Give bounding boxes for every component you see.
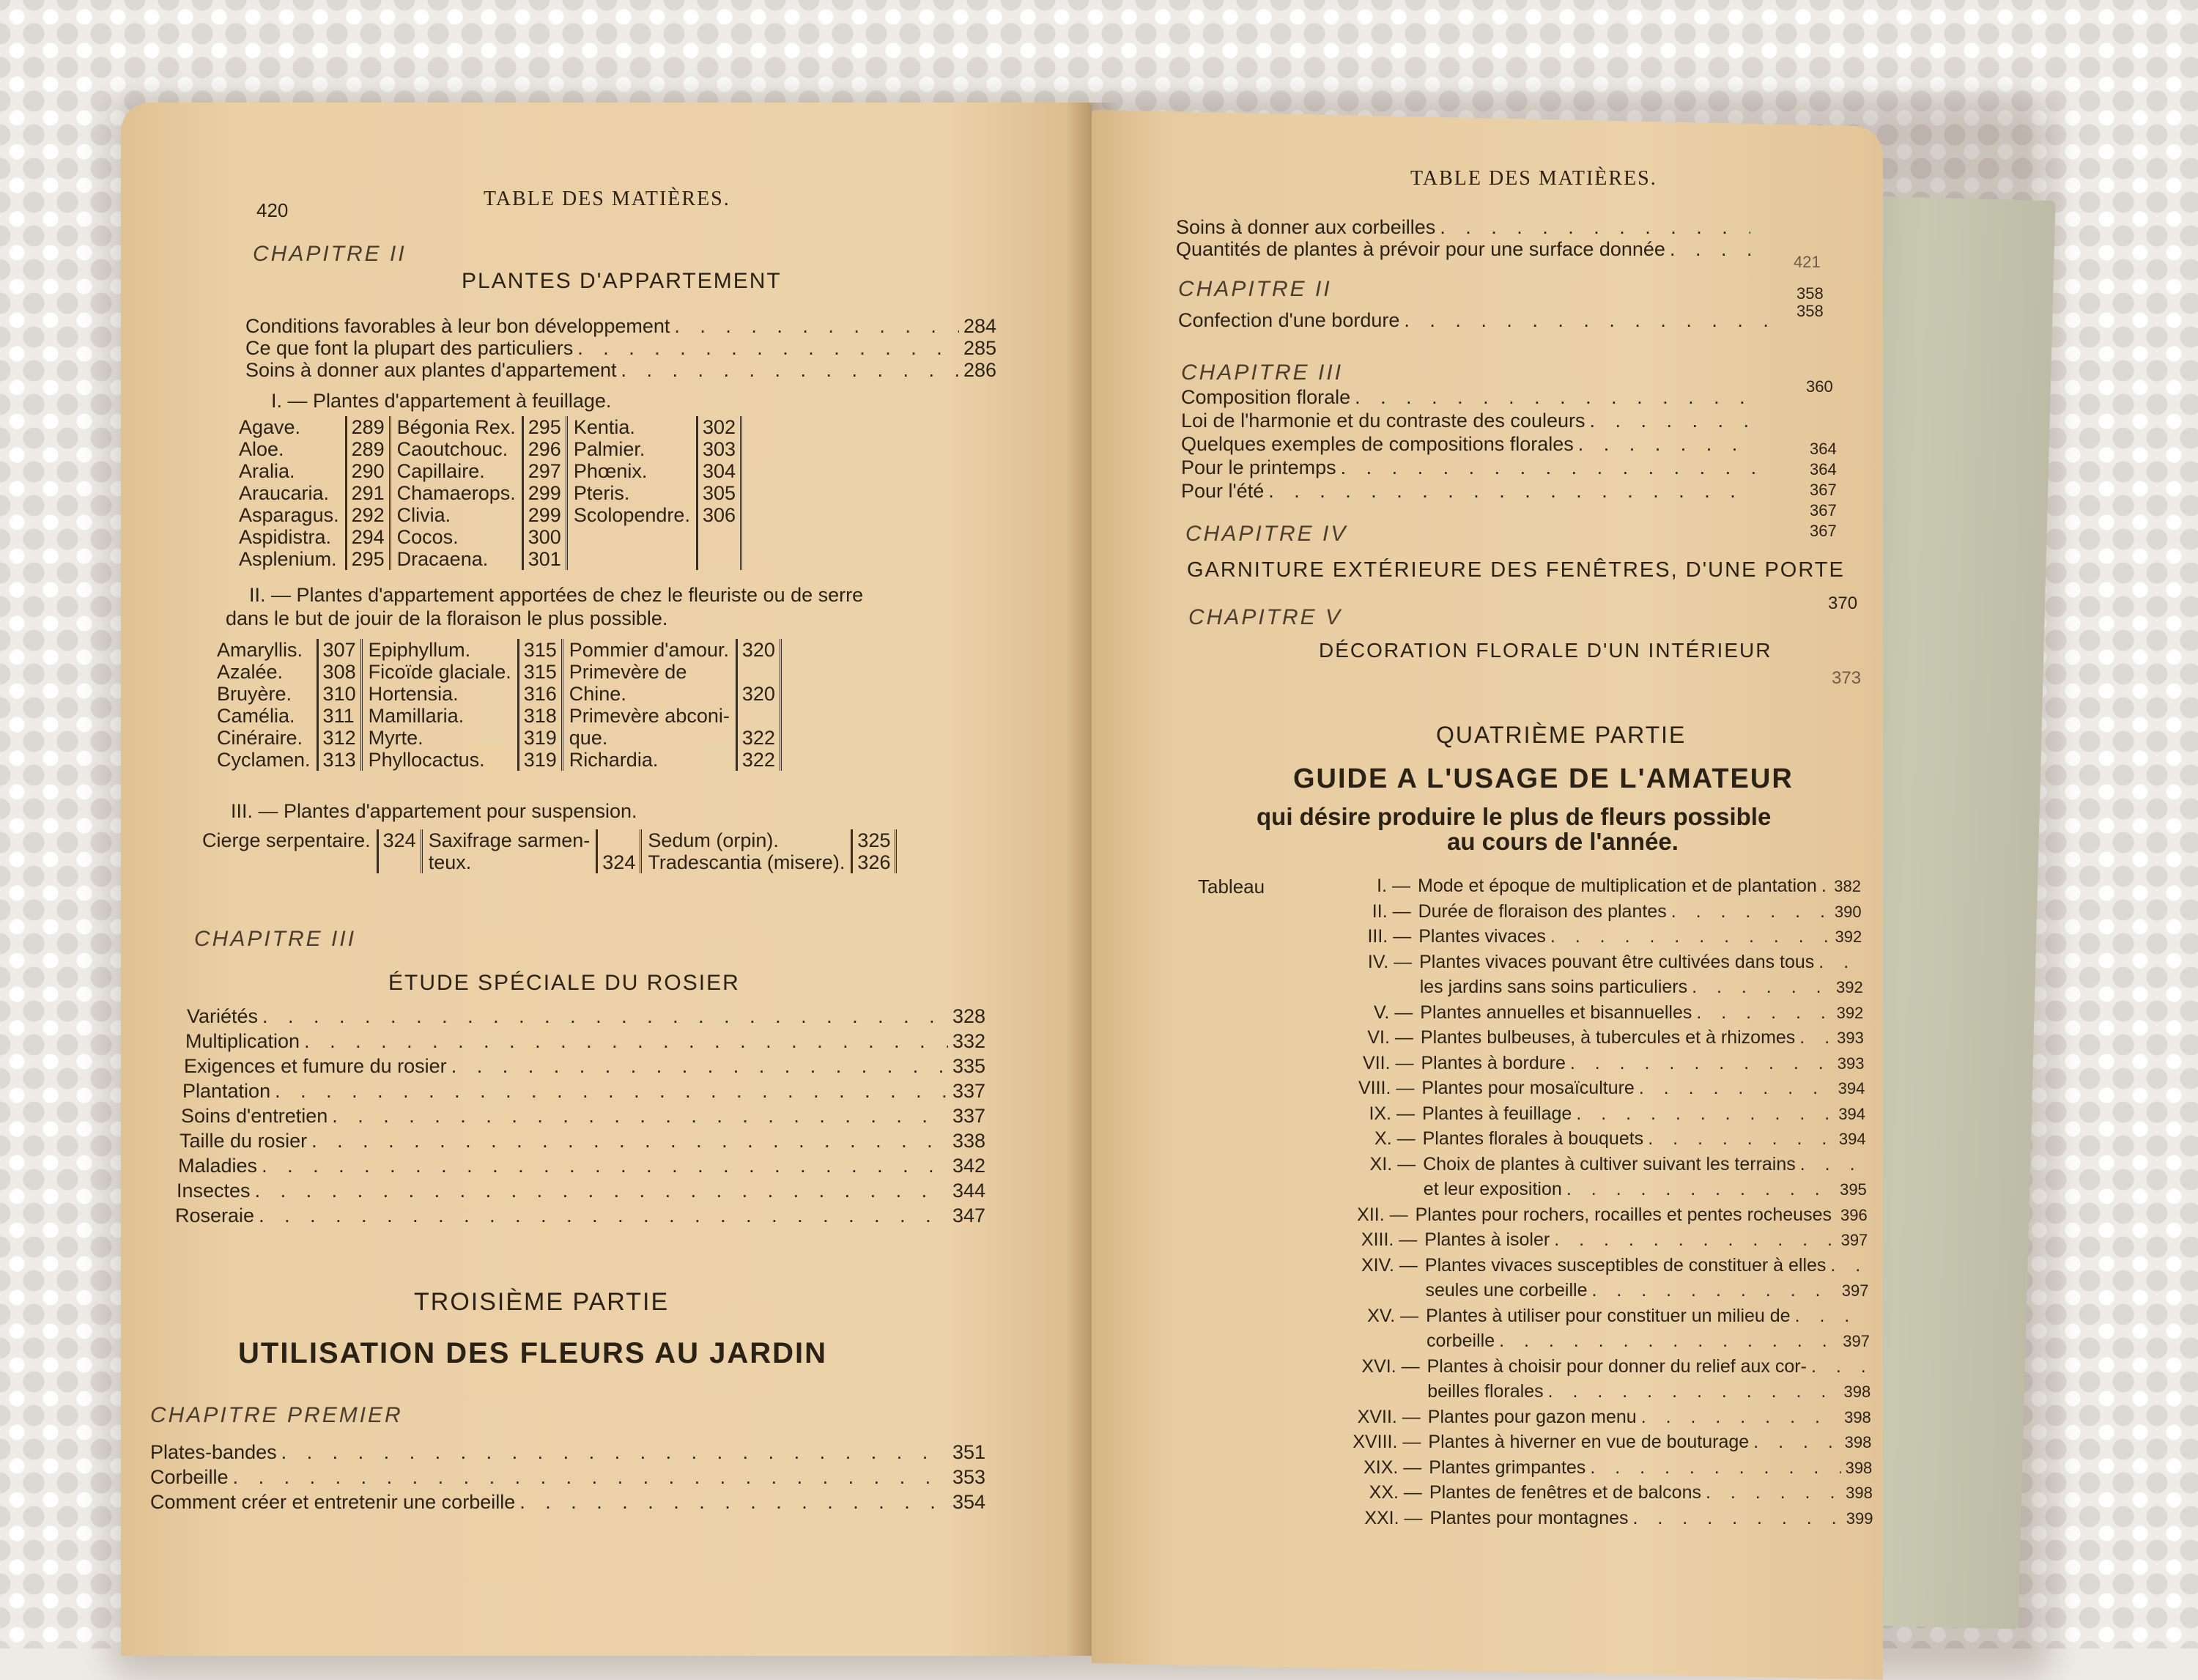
plant-table-row xyxy=(233,460,741,482)
plant-name: Phyllocactus. xyxy=(368,749,485,771)
plant-name: Palmier. xyxy=(573,438,645,460)
tableau-number: XVII. — xyxy=(1357,1406,1421,1427)
plant-name: Primevère de xyxy=(569,661,687,683)
tableau-number: XX. — xyxy=(1369,1482,1422,1503)
plant-page: 320 xyxy=(736,683,780,705)
tableau-label-text: Choix de plantes à cultiver suivant les terrains xyxy=(1423,1153,1796,1174)
toc-entry-page: 364 xyxy=(1810,460,1837,478)
plant-table-row xyxy=(211,749,780,771)
tableau-page: 392 xyxy=(1835,928,1862,946)
tableau-entry xyxy=(1311,1455,1872,1481)
tableau-page: 395 xyxy=(1840,1180,1867,1199)
toc-entry-page: 342 xyxy=(952,1155,985,1177)
part-4-subtitle-line1: qui désire produire le plus de fleurs possible xyxy=(1257,803,1772,830)
tableau-number: XIX. — xyxy=(1363,1457,1422,1478)
plant-name: Amaryllis. xyxy=(217,639,303,661)
right-chapter-4-label: CHAPITRE IV xyxy=(1185,522,1348,546)
toc-entry xyxy=(150,1440,985,1465)
plant-page: 299 xyxy=(522,482,566,504)
tableau-entry xyxy=(1308,1253,1868,1278)
tableau-page: 398 xyxy=(1843,1383,1871,1401)
toc-entry-page: 367 xyxy=(1810,501,1837,519)
toc-entry xyxy=(187,1004,985,1029)
plant-page: 319 xyxy=(518,749,562,771)
tableau-label-text: seules une corbeille xyxy=(1425,1280,1588,1300)
plant-name: Phœnix. xyxy=(573,460,648,482)
plant-page: 322 xyxy=(736,749,780,771)
toc-entry xyxy=(181,1103,985,1128)
tableau-page: 398 xyxy=(1845,1458,1873,1477)
toc-entry xyxy=(1181,478,1760,503)
toc-entry xyxy=(182,1078,985,1103)
toc-entry xyxy=(1181,455,1760,480)
plant-page: 294 xyxy=(346,526,390,548)
plant-name: Bégonia Rex. xyxy=(396,416,516,438)
right-chapter-2-label: CHAPITRE II xyxy=(1178,277,1332,301)
tableau-entry xyxy=(1312,1480,1873,1506)
tableau-label-text: Plantes à feuillage xyxy=(1422,1103,1572,1124)
tableau-entry xyxy=(1304,1076,1865,1101)
toc-entry-label: Quelques exemples de compositions florales xyxy=(1181,433,1574,455)
plant-name: Epiphyllum. xyxy=(368,639,471,661)
tableau-entry xyxy=(1311,1429,1871,1455)
plant-name: teux. xyxy=(428,851,472,873)
plant-name: Chamaerops. xyxy=(396,482,516,504)
tableau-entry xyxy=(1300,873,1861,899)
tableau-entry xyxy=(1310,1379,1870,1405)
left-page-number: 420 xyxy=(256,199,289,221)
toc-entry-label: Comment créer et entretenir une corbeille xyxy=(150,1491,516,1513)
toc-entry xyxy=(184,1054,985,1078)
plant-page: 318 xyxy=(518,705,562,727)
toc-entry-page: 286 xyxy=(963,359,996,381)
tableau-label-text: Plantes vivaces xyxy=(1418,926,1546,947)
tableau-entry xyxy=(1309,1328,1870,1354)
plant-name: Tradescantia (misere). xyxy=(648,851,845,873)
tableau-label-text: Plantes de fenêtres et de balcons xyxy=(1429,1482,1701,1503)
toc-entry-page: 358 xyxy=(1796,284,1824,303)
tableau-number: XVIII. — xyxy=(1353,1432,1421,1452)
plant-table-1 xyxy=(233,416,742,570)
tableau-entry xyxy=(1307,1227,1868,1253)
tableau-label-text: les jardins sans soins particuliers xyxy=(1419,977,1688,997)
plant-page: 302 xyxy=(697,416,741,438)
tableau-label-text: Plantes pour montagnes xyxy=(1429,1507,1629,1528)
plant-group-2-title-line2: dans le but de jouir de la floraison le plus possible. xyxy=(226,607,668,629)
plant-name: Chine. xyxy=(569,683,626,705)
plant-page: 301 xyxy=(522,548,566,570)
plant-page: 320 xyxy=(736,639,780,661)
left-chapter-3-label: CHAPITRE III xyxy=(194,927,357,951)
toc-entry-label: Loi de l'harmonie et du contraste des couleurs xyxy=(1181,410,1585,432)
plant-page: 304 xyxy=(697,460,741,482)
tableau-label-text: Plantes vivaces susceptibles de constituer à elles xyxy=(1424,1254,1827,1276)
plant-name xyxy=(196,851,377,873)
toc-entry xyxy=(1181,432,1760,456)
tableau-page: 393 xyxy=(1837,1029,1864,1047)
tableau-entry xyxy=(1310,1354,1870,1379)
toc-entry-page: 338 xyxy=(952,1130,985,1152)
tableau-number: V. — xyxy=(1374,1002,1413,1023)
toc-entry-page: 347 xyxy=(952,1205,985,1226)
toc-entry-label: Composition florale xyxy=(1181,386,1351,408)
toc-entry xyxy=(1176,215,1755,240)
plant-name: Aloe. xyxy=(239,438,284,460)
part-3-label: TROISIÈME PARTIE xyxy=(414,1288,670,1316)
left-chapter-2-title: PLANTES D'APPARTEMENT xyxy=(462,269,782,293)
tableau-entry xyxy=(1309,1278,1869,1303)
plant-page: 324 xyxy=(377,829,421,851)
plant-page: 305 xyxy=(697,482,741,504)
tableau-label-text: corbeille xyxy=(1427,1331,1495,1351)
tableau-page: 394 xyxy=(1838,1079,1865,1098)
toc-entry xyxy=(185,1029,985,1054)
tableau-label-text: Plantes à bordure xyxy=(1421,1052,1566,1073)
tableau-label-text: Plantes pour gazon menu xyxy=(1427,1406,1637,1427)
toc-entry-label: Variétés xyxy=(187,1005,259,1027)
plant-page xyxy=(736,705,780,727)
toc-entry-label: Pour le printemps xyxy=(1181,456,1336,478)
tableau-page: 394 xyxy=(1838,1104,1865,1123)
plant-name: Asplenium. xyxy=(239,548,337,570)
tableau-label-text: Durée de floraison des plantes xyxy=(1418,900,1667,922)
toc-entry-page: 353 xyxy=(952,1466,985,1488)
tableau-label-text: Plantes à choisir pour donner du relief aux cor- xyxy=(1427,1355,1807,1377)
tableau-page: 394 xyxy=(1838,1130,1866,1148)
tableau-page: 398 xyxy=(1844,1407,1871,1426)
toc-entry-label: Conditions favorables à leur bon développement xyxy=(245,315,670,337)
right-page-number: 421 xyxy=(1794,253,1821,271)
plant-page: 312 xyxy=(317,727,361,749)
toc-entry-label: Multiplication xyxy=(185,1030,300,1052)
plant-page: 310 xyxy=(317,683,361,705)
plant-page xyxy=(697,548,741,570)
plant-page: 291 xyxy=(346,482,390,504)
tableau-number: VII. — xyxy=(1363,1052,1414,1073)
left-chapter-2-label: CHAPITRE II xyxy=(253,242,407,266)
tableau-page: 397 xyxy=(1843,1332,1870,1350)
plant-name: que. xyxy=(569,727,608,749)
right-chapter-5-page: 373 xyxy=(1832,668,1862,688)
plant-page xyxy=(597,829,641,851)
plant-page xyxy=(736,661,780,683)
part-4-subtitle-line2: au cours de l'année. xyxy=(1447,828,1679,855)
part-3-chapter-label: CHAPITRE PREMIER xyxy=(150,1403,403,1427)
plant-page xyxy=(697,526,741,548)
tableau-number: XV. — xyxy=(1367,1305,1419,1326)
tableau-page: 382 xyxy=(1834,877,1861,895)
tableau-label-text: et leur exposition xyxy=(1423,1179,1562,1199)
tableau-page: 392 xyxy=(1835,978,1863,996)
plant-page: 316 xyxy=(518,683,562,705)
plant-name: Hortensia. xyxy=(368,683,459,705)
plant-table-3 xyxy=(196,829,897,873)
plant-table-row xyxy=(196,851,896,873)
part-4-label: QUATRIÈME PARTIE xyxy=(1436,722,1687,748)
plant-table-row xyxy=(211,661,780,683)
tableau-number: IV. — xyxy=(1367,951,1413,972)
toc-entry xyxy=(177,1178,985,1203)
tableau-label-text: Plantes pour rochers, rocailles et pentes rocheuses xyxy=(1415,1204,1832,1225)
tableau-entry xyxy=(1307,1202,1868,1228)
plant-table-row xyxy=(233,526,741,548)
right-chapter-4-title: GARNITURE EXTÉRIEURE DES FENÊTRES, D'UNE PORTE xyxy=(1187,558,1845,582)
plant-table-row xyxy=(233,504,741,526)
plant-name: Pteris. xyxy=(573,482,630,504)
tableau-entry xyxy=(1303,1000,1863,1026)
toc-entry-label: Roseraie xyxy=(175,1205,255,1226)
toc-entry xyxy=(245,336,996,360)
tableau-number: IX. — xyxy=(1369,1103,1415,1124)
right-running-head: TABLE DES MATIÈRES. xyxy=(1410,167,1657,190)
toc-entry-label: Ce que font la plupart des particuliers xyxy=(245,337,574,359)
toc-entry xyxy=(1176,237,1777,262)
tableau-number: XIV. — xyxy=(1361,1254,1418,1276)
tableau-page: 392 xyxy=(1836,1003,1864,1022)
plant-table-row xyxy=(233,548,741,570)
plant-name: Aralia. xyxy=(239,460,295,482)
plant-page: 299 xyxy=(522,504,566,526)
toc-entry-page: 351 xyxy=(952,1441,985,1463)
plant-group-2-title-line1: II. — Plantes d'appartement apportées de chez le fleuriste ou de serre xyxy=(249,584,864,606)
toc-entry-page: 354 xyxy=(952,1491,985,1513)
toc-entry-label: Insectes xyxy=(177,1180,251,1202)
plant-name: Myrte. xyxy=(368,727,423,749)
plant-page: 295 xyxy=(346,548,390,570)
plant-name: Richardia. xyxy=(569,749,659,771)
plant-group-3-title: III. — Plantes d'appartement pour suspension. xyxy=(231,800,637,822)
toc-entry-label: Soins à donner aux plantes d'appartement xyxy=(245,359,617,381)
plant-name: Dracaena. xyxy=(396,548,489,570)
plant-name: Clivia. xyxy=(396,504,451,526)
toc-entry-label: Confection d'une bordure xyxy=(1178,309,1400,331)
toc-entry xyxy=(178,1153,985,1178)
tableau-label-text: Plantes pour mosaïculture xyxy=(1421,1078,1635,1098)
plant-name: Araucaria. xyxy=(239,482,330,504)
toc-entry-page: 337 xyxy=(952,1080,985,1102)
plant-page: 297 xyxy=(522,460,566,482)
toc-entry-label: Pour l'été xyxy=(1181,480,1265,502)
plant-page: 307 xyxy=(317,639,361,661)
toc-entry-page: 358 xyxy=(1796,302,1824,320)
toc-entry-page: 335 xyxy=(952,1055,985,1077)
plant-name: Mamillaria. xyxy=(368,705,465,727)
tableau-entry xyxy=(1304,1051,1865,1076)
plant-table-row xyxy=(211,727,780,749)
plant-page: 311 xyxy=(317,705,361,727)
tableau-entry xyxy=(1311,1405,1871,1430)
toc-entry-page: 367 xyxy=(1810,522,1837,540)
plant-page: 308 xyxy=(317,661,361,683)
plant-name: Cyclamen. xyxy=(217,749,311,771)
tableau-entry xyxy=(1301,924,1862,950)
plant-table-2 xyxy=(211,639,782,771)
tableau-page: 393 xyxy=(1837,1054,1865,1073)
part-3-title: UTILISATION DES FLEURS AU JARDIN xyxy=(238,1337,828,1369)
toc-entry-page: 332 xyxy=(952,1030,985,1052)
tableau-entry xyxy=(1302,950,1862,974)
plant-name: Cocos. xyxy=(396,526,459,548)
plant-table-row xyxy=(211,705,780,727)
plant-page: 326 xyxy=(852,851,896,873)
left-running-head: TABLE DES MATIÈRES. xyxy=(484,188,730,210)
plant-name: Asparagus. xyxy=(239,504,339,526)
tableau-number: III. — xyxy=(1367,926,1412,947)
plant-page: 296 xyxy=(522,438,566,460)
toc-entry-page: 328 xyxy=(952,1005,985,1027)
toc-entry-label: Soins à donner aux corbeilles xyxy=(1176,216,1436,238)
plant-name: Azalée. xyxy=(217,661,284,683)
toc-entry-page: 337 xyxy=(952,1105,985,1127)
toc-entry xyxy=(180,1128,985,1153)
tableau-entry xyxy=(1306,1152,1866,1177)
tableau-label-text: Plantes bulbeuses, à tubercules et à rhizomes xyxy=(1420,1027,1796,1048)
toc-entry-label: Taille du rosier xyxy=(180,1130,308,1152)
tableau-label-text: Plantes à hiverner en vue de bouturage xyxy=(1428,1432,1750,1452)
plant-name: Ficoïde glaciale. xyxy=(368,661,511,683)
plant-page: 295 xyxy=(522,416,566,438)
tableau-label-text: beilles florales xyxy=(1427,1381,1544,1402)
tableau-number: X. — xyxy=(1374,1128,1416,1149)
toc-entry xyxy=(175,1203,985,1228)
toc-entry-page: 344 xyxy=(952,1180,985,1202)
plant-page: 303 xyxy=(697,438,741,460)
toc-entry xyxy=(245,314,996,338)
tableau-number: XI. — xyxy=(1369,1153,1416,1174)
toc-entry-page: 285 xyxy=(963,337,996,359)
plant-page: 319 xyxy=(518,727,562,749)
plant-name: Camélia. xyxy=(217,705,295,727)
tableau-number: XII. — xyxy=(1357,1204,1408,1225)
plant-page: 324 xyxy=(597,851,641,873)
plant-table-row xyxy=(196,829,896,851)
plant-name: Scolopendre. xyxy=(573,504,690,526)
tableau-number: II. — xyxy=(1372,900,1411,922)
plant-name: Agave. xyxy=(239,416,301,438)
tableau-number: I. — xyxy=(1377,876,1410,896)
plant-table-row xyxy=(211,683,780,705)
plant-name: Aspidistra. xyxy=(239,526,332,548)
plant-page xyxy=(377,851,421,873)
tableau-page: 397 xyxy=(1840,1231,1868,1249)
plant-name: Caoutchouc. xyxy=(396,438,508,460)
tableau-page: 396 xyxy=(1840,1205,1868,1224)
tableau-entry xyxy=(1309,1303,1869,1328)
toc-entry-label: Plantation xyxy=(182,1080,271,1102)
toc-entry-page: 367 xyxy=(1810,481,1837,499)
tableau-entry xyxy=(1303,1025,1864,1051)
tableau-label-text: Plantes annuelles et bisannuelles xyxy=(1420,1002,1692,1023)
tableau-label-text: Plantes à isoler xyxy=(1424,1229,1550,1250)
tableau-entry xyxy=(1313,1506,1873,1531)
plant-page: 325 xyxy=(852,829,896,851)
tableau-number: XXI. — xyxy=(1364,1507,1423,1528)
right-chapter-5-label: CHAPITRE V xyxy=(1188,605,1343,629)
toc-entry-label: Soins d'entretien xyxy=(181,1105,328,1127)
toc-entry-page: 364 xyxy=(1810,440,1837,458)
plant-page: 313 xyxy=(317,749,361,771)
tableau-label-text: Plantes grimpantes xyxy=(1429,1457,1586,1478)
tableau-entry xyxy=(1305,1101,1865,1127)
tableau-number: XVI. — xyxy=(1361,1355,1420,1377)
left-chapter-3-title: ÉTUDE SPÉCIALE DU ROSIER xyxy=(388,971,740,995)
plant-page: 306 xyxy=(697,504,741,526)
plant-name xyxy=(566,548,697,570)
plant-page: 290 xyxy=(346,460,390,482)
toc-entry-label: Exigences et fumure du rosier xyxy=(184,1055,447,1077)
tableau-label-text: Mode et époque de multiplication et de plantation xyxy=(1418,876,1817,896)
tableau-number: XIII. — xyxy=(1361,1229,1418,1250)
plant-name: Primevère abconi- xyxy=(569,705,730,727)
tableau-page: 399 xyxy=(1846,1509,1873,1528)
plant-table-row xyxy=(233,416,741,438)
plant-page: 322 xyxy=(736,727,780,749)
toc-entry-label: Maladies xyxy=(178,1155,258,1177)
plant-name: Kentia. xyxy=(573,416,635,438)
plant-name xyxy=(566,526,697,548)
plant-table-row xyxy=(233,438,741,460)
plant-page: 289 xyxy=(346,416,390,438)
tableau-number: VI. — xyxy=(1367,1027,1413,1048)
tableau-page: 390 xyxy=(1834,902,1862,921)
plant-name: Cierge serpentaire. xyxy=(202,829,371,851)
plant-table-row xyxy=(233,482,741,504)
plant-page: 315 xyxy=(518,661,562,683)
plant-name: Sedum (orpin). xyxy=(648,829,779,851)
toc-entry-label: Corbeille xyxy=(150,1466,229,1488)
toc-entry xyxy=(150,1465,985,1490)
toc-entry xyxy=(1178,308,1794,333)
toc-entry xyxy=(1181,408,1760,433)
tableau-label-text: Plantes florales à bouquets xyxy=(1422,1128,1644,1149)
toc-entry-page: 360 xyxy=(1806,377,1833,396)
plant-page: 289 xyxy=(346,438,390,460)
plant-table-row xyxy=(211,639,780,661)
toc-entry-page: 284 xyxy=(963,315,996,337)
right-chapter-5-title: DÉCORATION FLORALE D'UN INTÉRIEUR xyxy=(1319,639,1772,662)
tableau-page: 397 xyxy=(1841,1281,1869,1300)
right-chapter-3-label: CHAPITRE III xyxy=(1181,360,1344,385)
plant-page: 315 xyxy=(518,639,562,661)
plant-name: Pommier d'amour. xyxy=(569,639,730,661)
tableau-number: VIII. — xyxy=(1358,1078,1415,1098)
tableau-entry xyxy=(1303,974,1863,1000)
toc-entry-label: Quantités de plantes à prévoir pour une surface donnée xyxy=(1176,238,1665,260)
plant-name: Saxifrage sarmen- xyxy=(428,829,591,851)
toc-entry xyxy=(245,358,996,382)
part-4-title: GUIDE A L'USAGE DE L'AMATEUR xyxy=(1293,763,1794,794)
right-chapter-4-page: 370 xyxy=(1828,593,1858,613)
plant-name: Capillaire. xyxy=(396,460,485,482)
tableau-page: 398 xyxy=(1846,1484,1873,1502)
plant-page: 292 xyxy=(346,504,390,526)
toc-entry xyxy=(1181,385,1760,410)
tableau-entry xyxy=(1301,899,1862,925)
plant-page: 300 xyxy=(522,526,566,548)
toc-entry xyxy=(150,1490,985,1514)
tableau-label-text: Plantes à utiliser pour constituer un milieu de xyxy=(1426,1305,1791,1326)
plant-name: Bruyère. xyxy=(217,683,292,705)
plant-name: Cinéraire. xyxy=(217,727,303,749)
tableau-page: 398 xyxy=(1844,1433,1872,1451)
tableau-entry xyxy=(1306,1126,1866,1152)
tableau-entry xyxy=(1306,1177,1867,1202)
toc-entry-label: Plates-bandes xyxy=(150,1441,277,1463)
plant-group-1-title: I. — Plantes d'appartement à feuillage. xyxy=(271,390,612,412)
tableau-label: Tableau xyxy=(1198,876,1265,898)
tableau-label-text: Plantes vivaces pouvant être cultivées dans tous xyxy=(1419,951,1815,972)
